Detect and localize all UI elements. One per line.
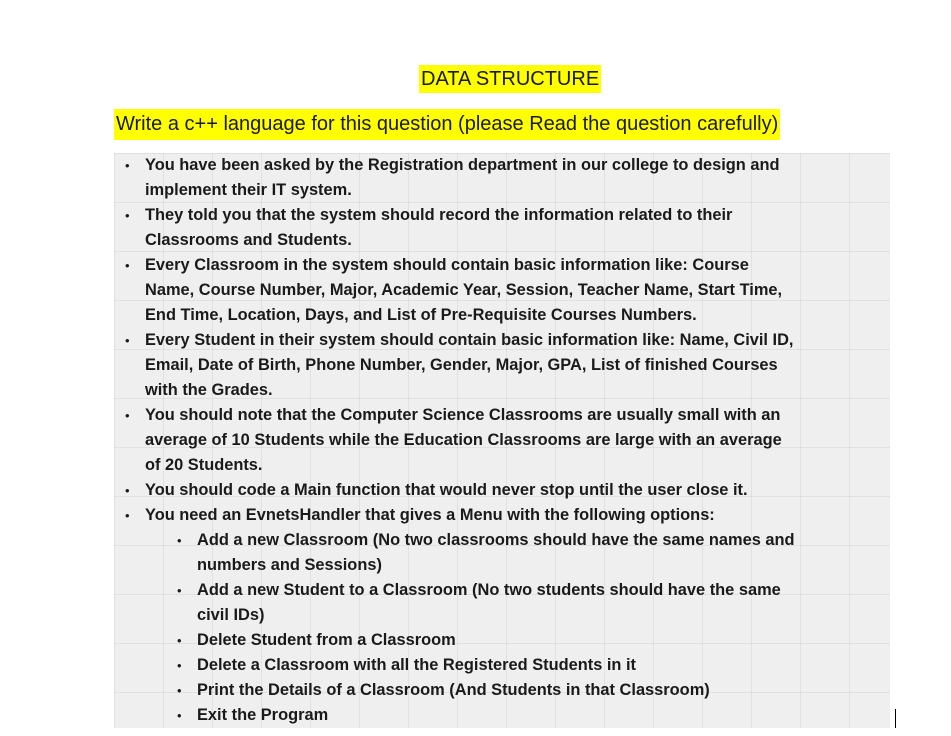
list-item-line: You have been asked by the Registration department in our college to design and: [145, 156, 780, 174]
list-item-line: Every Student in their system should contain basic information like: Name, Civil ID,: [145, 331, 794, 349]
list-item-line: implement their IT system.: [145, 181, 352, 199]
list-item: [114, 403, 795, 478]
bullet-icon: •: [125, 208, 130, 223]
menu-option-line: Add a new Student to a Classroom (No two students should have the same: [197, 581, 781, 599]
menu-option-line: Print the Details of a Classroom (And Students in that Classroom): [197, 681, 710, 699]
menu-option-line: Add a new Classroom (No two classrooms should have the same names and: [197, 531, 795, 549]
menu-option-item: [114, 528, 795, 578]
menu-option-line: civil IDs): [197, 606, 265, 624]
requirements-list: [114, 153, 795, 728]
document-title: DATA STRUCTURE: [419, 65, 601, 93]
list-item-line: average of 10 Students while the Education Classrooms are large with an average: [145, 431, 782, 449]
list-item: [114, 203, 795, 253]
list-item-line: You should code a Main function that would never stop until the user close it.: [145, 481, 748, 499]
list-item-line: You should note that the Computer Science Classrooms are usually small with an: [145, 406, 781, 424]
list-item-line: of 20 Students.: [145, 456, 263, 474]
menu-option-item: [114, 578, 795, 628]
list-item: [114, 478, 795, 503]
list-item-line: End Time, Location, Days, and List of Pre-Requisite Courses Numbers.: [145, 306, 697, 324]
menu-option-line: Delete a Classroom with all the Registered Students in it: [197, 656, 637, 674]
list-item-line: with the Grades.: [145, 381, 273, 399]
menu-option-line: numbers and Sessions): [197, 556, 382, 574]
menu-option-item: [114, 628, 795, 653]
list-item-line: Classrooms and Students.: [145, 231, 352, 249]
bullet-icon: •: [177, 533, 182, 548]
menu-option-item: [114, 653, 795, 678]
list-item: [114, 503, 795, 528]
list-item: [114, 153, 795, 203]
menu-option-item: [114, 703, 795, 728]
list-item-line: You need an EvnetsHandler that gives a Menu with the following options:: [145, 506, 715, 524]
bullet-icon: •: [177, 583, 182, 598]
text-cursor: [895, 709, 896, 728]
bullet-icon: •: [125, 483, 130, 498]
instruction-line: Write a c++ language for this question (please Read the question carefully): [114, 109, 780, 140]
bullet-icon: •: [177, 658, 182, 673]
bullet-icon: •: [177, 683, 182, 698]
bullet-icon: •: [125, 258, 130, 273]
list-item-line: Every Classroom in the system should contain basic information like: Course: [145, 256, 749, 274]
list-item-line: Email, Date of Birth, Phone Number, Gender, Major, GPA, List of finished Courses: [145, 356, 778, 374]
bullet-icon: •: [177, 633, 182, 648]
bullet-icon: •: [125, 408, 130, 423]
menu-option-line: Delete Student from a Classroom: [197, 631, 456, 649]
list-item-line: They told you that the system should record the information related to their: [145, 206, 733, 224]
menu-option-line: Exit the Program: [197, 706, 329, 724]
list-item: [114, 328, 795, 403]
bullet-icon: •: [125, 333, 130, 348]
menu-option-item: [114, 678, 795, 703]
list-item: [114, 253, 795, 328]
question-panel: [114, 153, 890, 728]
list-item-line: Name, Course Number, Major, Academic Year, Session, Teacher Name, Start Time,: [145, 281, 783, 299]
bullet-icon: •: [125, 508, 130, 523]
bullet-icon: •: [125, 158, 130, 173]
bullet-icon: •: [177, 708, 182, 723]
